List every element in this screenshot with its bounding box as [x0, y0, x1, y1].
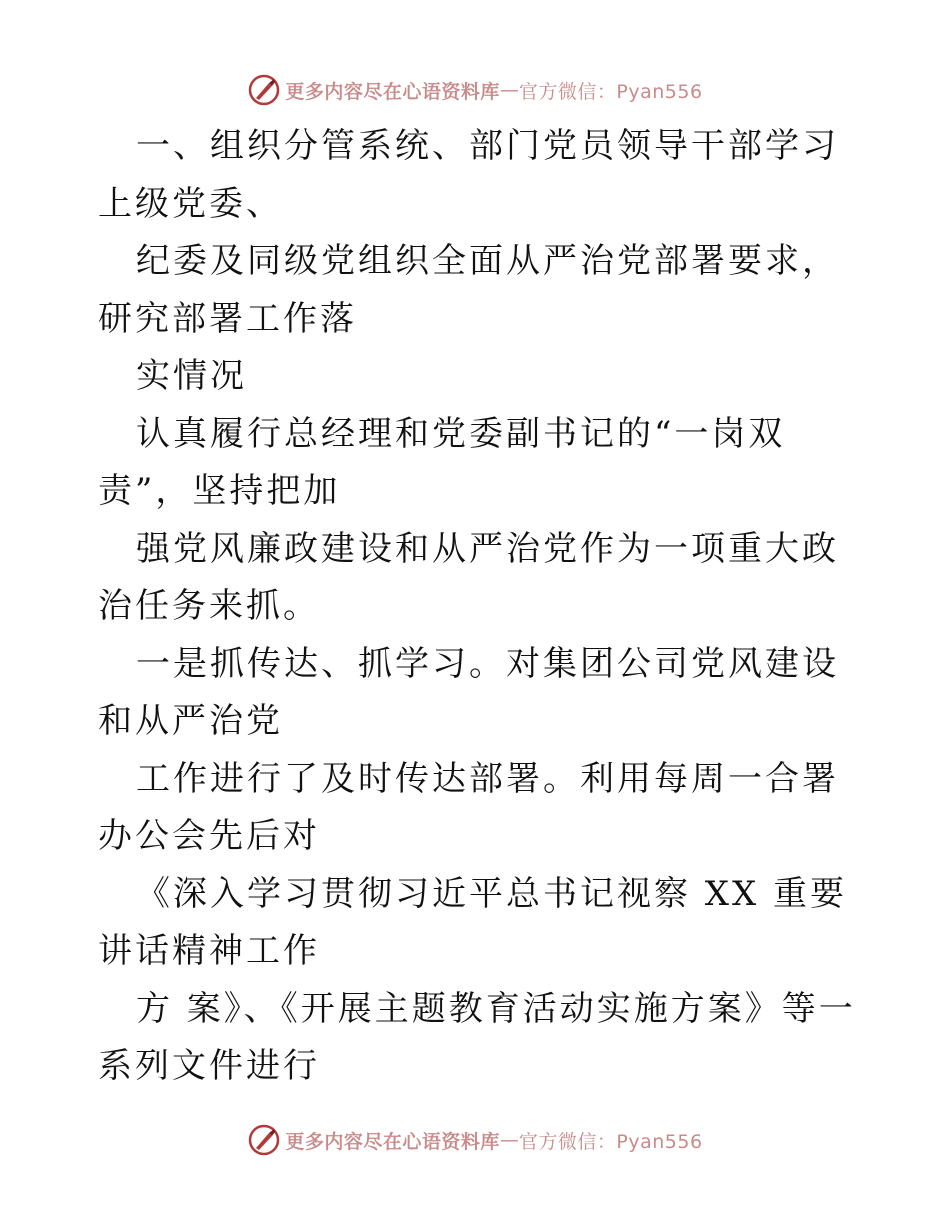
paragraph: 方 案》、《开展主题教育活动实施方案》等一系列文件进行	[98, 988, 856, 1086]
paragraph: 纪委及同级党组织全面从严治党部署要求，研究部署工作落	[98, 241, 839, 339]
header-watermark	[0, 68, 950, 112]
watermark-site-name: 更多内容尽在心语资料库	[285, 80, 500, 103]
paragraph: 工作进行了及时传达部署。利用每周一合署办公会先后对	[98, 758, 839, 856]
paragraph: 一是抓传达、抓学习。对集团公司党风建设和从严治党	[98, 643, 839, 741]
watermark-separator: —	[499, 79, 519, 101]
quill-pen-logo-icon	[247, 1123, 281, 1157]
footer-watermark	[0, 1118, 950, 1162]
paragraph: 认真履行总经理和党委副书记的“一岗双责”，坚持把加	[98, 413, 786, 511]
watermark-contact: 官方微信：Pyan556	[518, 1130, 703, 1153]
paragraph: 《深入学习贯彻习近平总书记视察 XX 重要讲话精神工作	[98, 873, 848, 971]
paragraph: 实情况	[136, 356, 247, 396]
document-body	[98, 118, 858, 1096]
watermark-contact: 官方微信：Pyan556	[518, 80, 703, 103]
paragraph: 强党风廉政建设和从严治党作为一项重大政治任务来抓。	[98, 528, 839, 626]
watermark-site-name: 更多内容尽在心语资料库	[285, 1130, 500, 1153]
paragraph: 一、组织分管系统、部门党员领导干部学习上级党委、	[98, 126, 839, 224]
quill-pen-logo-icon	[247, 73, 281, 107]
watermark-separator: —	[499, 1129, 519, 1151]
